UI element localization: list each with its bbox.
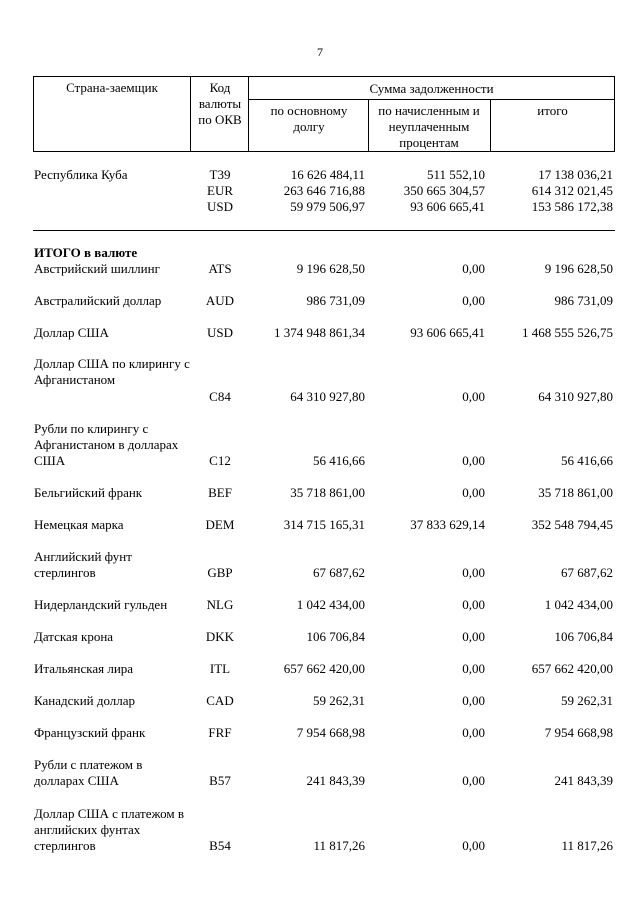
currency-code: BEF: [208, 485, 232, 500]
principal-amount: 1 042 434,00: [296, 597, 365, 612]
principal-amount: 56 416,66: [313, 453, 365, 468]
header-country: Страна-заемщик: [66, 80, 158, 95]
total-amount: 11 817,26: [561, 838, 613, 853]
principal-amount: 241 843,39: [306, 773, 365, 788]
interest-amount: 0,00: [462, 838, 485, 853]
currency-name: Канадский доллар: [34, 693, 136, 708]
currency-code: FRF: [208, 725, 232, 740]
total-amount: 1 468 555 526,75: [522, 325, 613, 340]
currency-name: Доллар США: [34, 325, 109, 340]
interest-amount: 0,00: [462, 773, 485, 788]
currency-code: B57: [209, 773, 231, 788]
total-amount: 241 843,39: [554, 773, 613, 788]
header-total: итого: [537, 103, 568, 118]
currency-name: Французский франк: [34, 725, 146, 740]
currency-code: NLG: [206, 597, 234, 612]
header-divider: [614, 76, 615, 152]
currency-name: Доллар США по клирингу с Афганистаном: [34, 356, 190, 387]
header-sum: Сумма задолженности: [369, 81, 494, 96]
interest-amount: 93 606 665,41: [410, 199, 485, 214]
header-divider: [368, 99, 369, 152]
principal-amount: 9 196 628,50: [296, 261, 365, 276]
principal-amount: 35 718 861,00: [290, 485, 365, 500]
interest-amount: 0,00: [462, 261, 485, 276]
currency-name: Немецкая марка: [34, 517, 124, 532]
interest-amount: 0,00: [462, 485, 485, 500]
principal-amount: 1 374 948 861,34: [274, 325, 365, 340]
interest-amount: 511 552,10: [426, 167, 485, 182]
currency-code: C12: [209, 453, 231, 468]
total-amount: 59 262,31: [561, 693, 613, 708]
header-code: Код валюты по ОКВ: [198, 80, 242, 127]
interest-amount: 0,00: [462, 693, 485, 708]
total-amount: 986 731,09: [554, 293, 613, 308]
total-amount: 106 706,84: [554, 629, 613, 644]
interest-amount: 0,00: [462, 597, 485, 612]
header-divider: [190, 76, 191, 152]
interest-amount: 350 665 304,57: [403, 183, 485, 198]
principal-amount: 67 687,62: [313, 565, 365, 580]
currency-code: ITL: [209, 661, 231, 676]
principal-amount: 16 626 484,11: [290, 167, 365, 182]
currency-code: AUD: [205, 293, 235, 308]
currency-code: B54: [209, 838, 231, 853]
principal-amount: 59 262,31: [313, 693, 365, 708]
total-amount: 67 687,62: [561, 565, 613, 580]
total-amount: 153 586 172,38: [531, 199, 613, 214]
currency-code: USD: [206, 325, 233, 340]
totals-heading: ИТОГО в валюте: [34, 245, 138, 260]
currency-code: T39: [209, 167, 231, 182]
header-interest: по начисленным и неуплаченным процентам: [378, 103, 480, 150]
interest-amount: 0,00: [462, 725, 485, 740]
header-sum-rule: [248, 99, 615, 100]
total-amount: 56 416,66: [561, 453, 613, 468]
principal-amount: 11 817,26: [313, 838, 365, 853]
section-divider: [33, 230, 615, 231]
principal-amount: 986 731,09: [306, 293, 365, 308]
currency-code: CAD: [206, 693, 234, 708]
currency-name: Английский фунт стерлингов: [34, 549, 132, 580]
currency-code: EUR: [207, 183, 233, 198]
principal-amount: 263 646 716,88: [283, 183, 365, 198]
principal-amount: 64 310 927,80: [290, 389, 365, 404]
currency-name: Австралийский доллар: [34, 293, 162, 308]
currency-code: GBP: [207, 565, 233, 580]
principal-amount: 7 954 668,98: [296, 725, 365, 740]
header-top-rule: [33, 76, 615, 77]
total-amount: 35 718 861,00: [538, 485, 613, 500]
total-amount: 657 662 420,00: [531, 661, 613, 676]
currency-name: Итальянская лира: [34, 661, 134, 676]
currency-name: Датская крона: [34, 629, 114, 644]
interest-amount: 37 833 629,14: [410, 517, 485, 532]
interest-amount: 0,00: [462, 389, 485, 404]
country-label: Республика Куба: [34, 167, 128, 182]
currency-name: Рубли с платежом в долларах США: [34, 757, 143, 788]
currency-code: C84: [209, 389, 231, 404]
principal-amount: 59 979 506,97: [290, 199, 365, 214]
currency-code: DEM: [205, 517, 235, 532]
currency-name: Австрийский шиллинг: [34, 261, 160, 276]
currency-name: Бельгийский франк: [34, 485, 143, 500]
interest-amount: 0,00: [462, 661, 485, 676]
interest-amount: 0,00: [462, 453, 485, 468]
total-amount: 64 310 927,80: [538, 389, 613, 404]
currency-code: USD: [206, 199, 233, 214]
header-bottom-rule: [33, 151, 615, 152]
principal-amount: 314 715 165,31: [283, 517, 365, 532]
total-amount: 17 138 036,21: [538, 167, 613, 182]
total-amount: 9 196 628,50: [544, 261, 613, 276]
currency-code: ATS: [208, 261, 232, 276]
principal-amount: 657 662 420,00: [283, 661, 365, 676]
principal-amount: 106 706,84: [306, 629, 365, 644]
currency-name: Доллар США с платежом в английских фунтах стерлингов: [34, 806, 184, 853]
currency-name: Нидерландский гульден: [34, 597, 168, 612]
interest-amount: 0,00: [462, 565, 485, 580]
interest-amount: 0,00: [462, 629, 485, 644]
interest-amount: 93 606 665,41: [410, 325, 485, 340]
interest-amount: 0,00: [462, 293, 485, 308]
currency-code: DKK: [205, 629, 235, 644]
total-amount: 352 548 794,45: [531, 517, 613, 532]
total-amount: 1 042 434,00: [544, 597, 613, 612]
currency-name: Рубли по клирингу с Афганистаном в долларах США: [34, 421, 179, 468]
total-amount: 7 954 668,98: [544, 725, 613, 740]
header-principal: по основному долгу: [270, 103, 348, 134]
page-number: 7: [317, 45, 323, 59]
total-amount: 614 312 021,45: [531, 183, 613, 198]
